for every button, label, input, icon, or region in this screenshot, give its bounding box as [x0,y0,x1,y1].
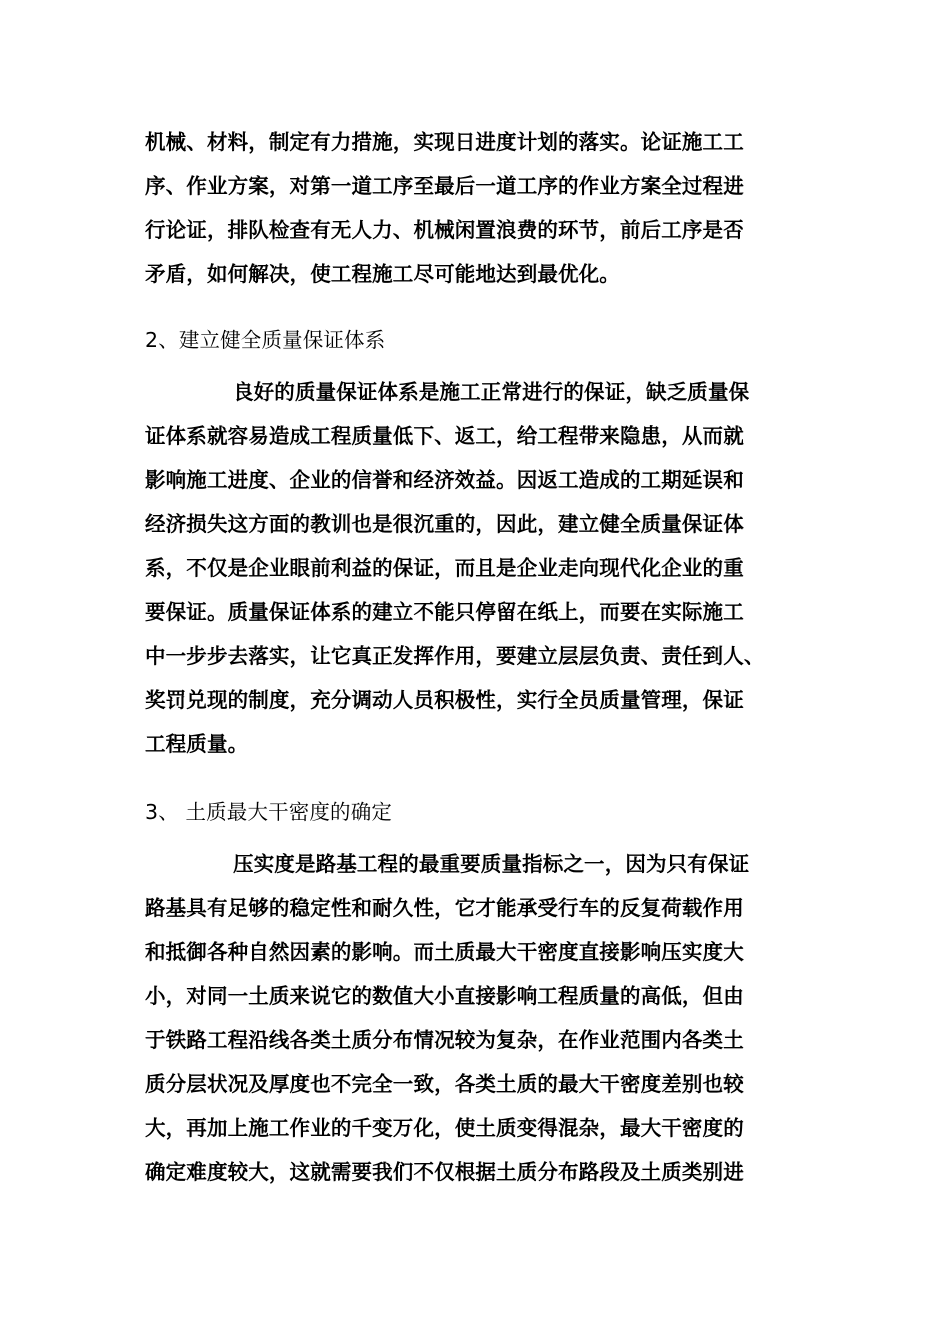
paragraph-line: 行论证，排队检查有无人力、机械闲置浪费的环节，前后工序是否 [145,218,744,242]
paragraph-line: 良好的质量保证体系是施工正常进行的保证，缺乏质量保 [233,380,750,404]
paragraph-line: 影响施工进度、企业的信誉和经济效益。因返工造成的工期延误和 [145,468,744,492]
section-heading: 2、建立健全质量保证体系 [145,328,386,352]
paragraph-line: 要保证。质量保证体系的建立不能只停留在纸上，而要在实际施工 [145,600,744,624]
paragraph-line: 于铁路工程沿线各类土质分布情况较为复杂，在作业范围内各类土 [145,1028,744,1052]
paragraph-line: 和抵御各种自然因素的影响。而土质最大干密度直接影响压实度大 [145,940,744,964]
paragraph-line: 工程质量。 [145,732,249,756]
paragraph-line: 机械、材料，制定有力措施，实现日进度计划的落实。论证施工工 [145,130,744,154]
paragraph-line: 压实度是路基工程的最重要质量指标之一，因为只有保证 [233,852,750,876]
paragraph-line: 小，对同一土质来说它的数值大小直接影响工程质量的高低，但由 [145,984,744,1008]
paragraph-line: 奖罚兑现的制度，充分调动人员积极性，实行全员质量管理，保证 [145,688,744,712]
paragraph-line: 证体系就容易造成工程质量低下、返工，给工程带来隐患，从而就 [145,424,744,448]
paragraph-line: 大，再加上施工作业的千变万化，使土质变得混杂，最大干密度的 [145,1116,744,1140]
paragraph-line: 中一步步去落实，让它真正发挥作用，要建立层层负责、责任到人、 [145,644,765,668]
paragraph-line: 序、作业方案，对第一道工序至最后一道工序的作业方案全过程进 [145,174,744,198]
paragraph-line: 路基具有足够的稳定性和耐久性，它才能承受行车的反复荷载作用 [145,896,744,920]
paragraph-line: 矛盾，如何解决，使工程施工尽可能地达到最优化。 [145,262,620,286]
paragraph-line: 经济损失这方面的教训也是很沉重的，因此，建立健全质量保证体 [145,512,744,536]
paragraph-line: 系，不仅是企业眼前利益的保证，而且是企业走向现代化企业的重 [145,556,744,580]
section-heading: 3、 土质最大干密度的确定 [145,800,393,824]
paragraph-line: 质分层状况及厚度也不完全一致，各类土质的最大干密度差别也较 [145,1072,744,1096]
paragraph-line: 确定难度较大，这就需要我们不仅根据土质分布路段及土质类别进 [145,1160,744,1184]
